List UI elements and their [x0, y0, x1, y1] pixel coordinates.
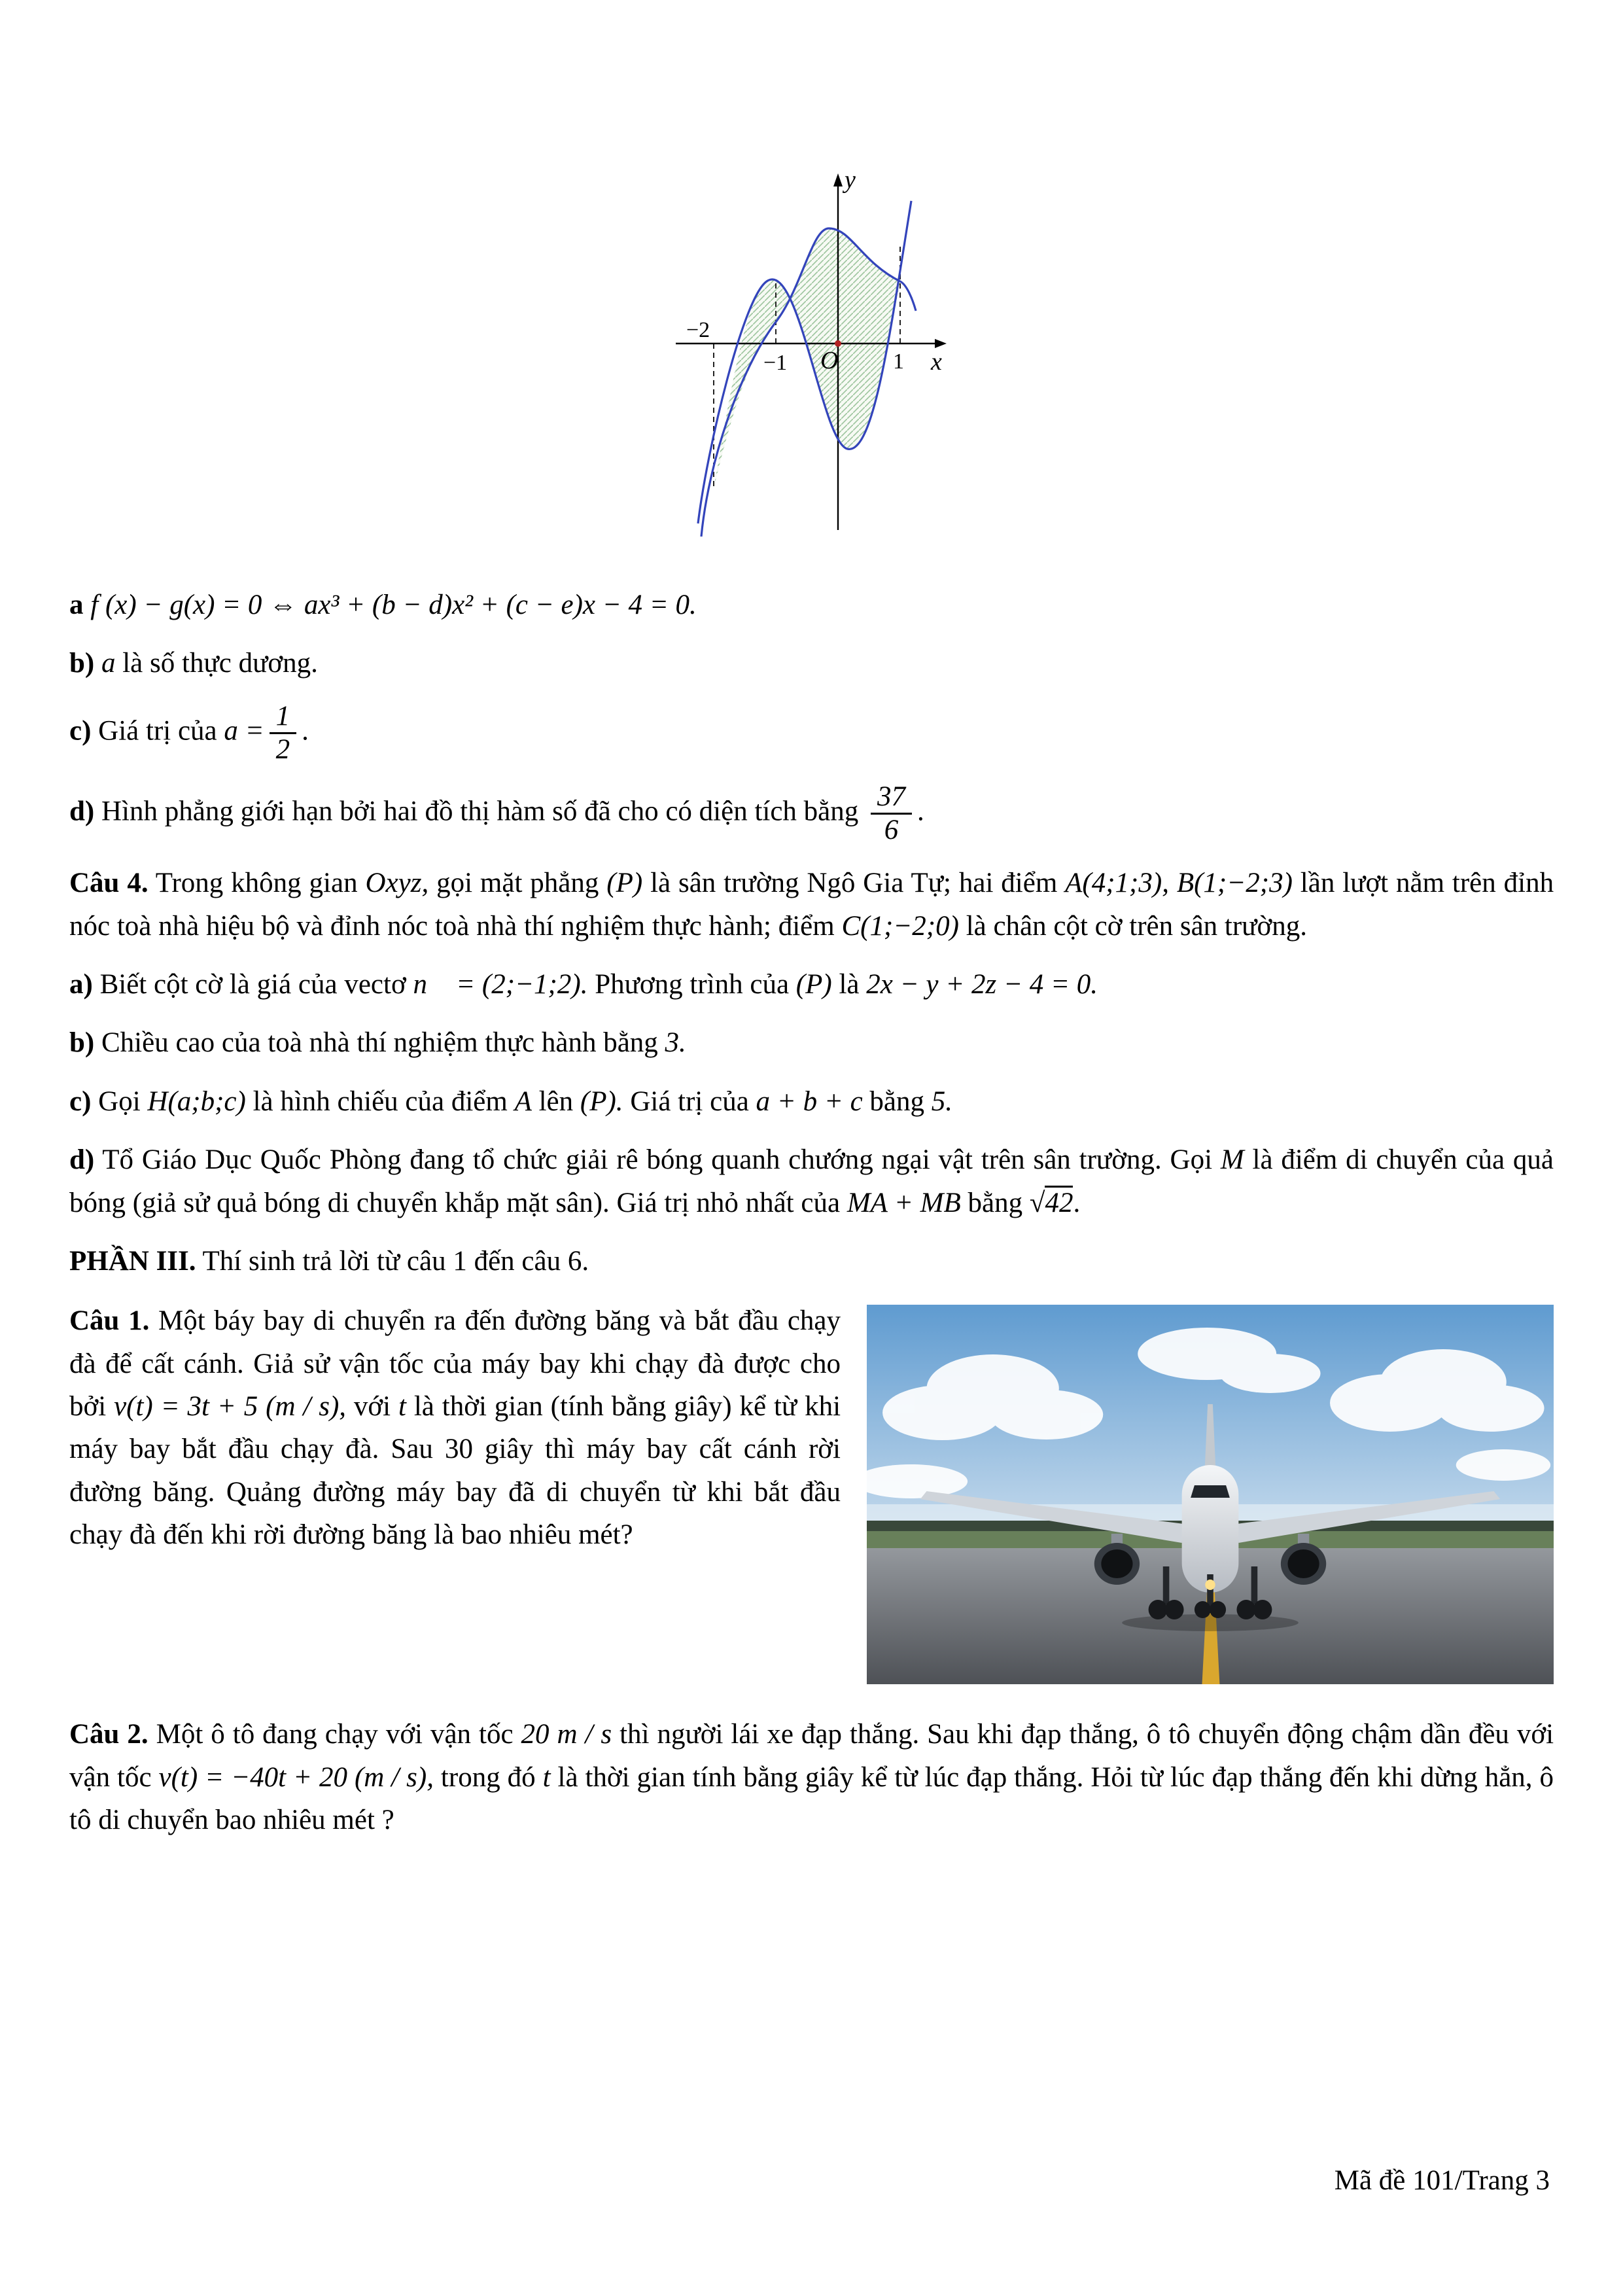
statement-4c-label: c) [69, 1086, 92, 1117]
question-2 [69, 1713, 1554, 1841]
q1-text-3: là thời gian (tính bằng giây) kể từ khi máy bay bắt đầu chạy đà. Sau 30 giây thì máy bay cất cánh rời đường băng. Quảng đường máy bay đã di chuyển từ khi bắt đầu chạy đà đến khi rời đường băng là bao nhiêu mét? [69, 1390, 841, 1551]
statement-4c-math-3: (P). [580, 1086, 623, 1117]
statement-4b-text: Chiều cao của toà nhà thí nghiệm thực hành bằng [101, 1027, 658, 1059]
q4-math-2: (P) [606, 868, 643, 899]
statement-3a-math: f (x) − g(x) = 0 ⇔ ax³ + (b − d)x² + (c − e)x − 4 = 0. [90, 590, 697, 620]
statement-3d [69, 781, 1554, 846]
q1-math-2: t [398, 1390, 406, 1422]
q4-math-1: Oxyz, [365, 868, 429, 899]
statement-4c-text-3: lên [538, 1086, 574, 1117]
statement-4a-text-1: Biết cột cờ là giá của vectơ [99, 969, 406, 1000]
airplane-image-svg [867, 1305, 1554, 1684]
statement-4a-text-3: là [839, 969, 860, 1000]
q2-text-3: trong đó [440, 1761, 536, 1793]
part-3-text: Thí sinh trả lời từ câu 1 đến câu 6. [202, 1245, 589, 1277]
statement-4c [69, 1080, 1554, 1123]
statement-4a-text-2: Phương trình của [595, 969, 790, 1000]
statement-3c-label: c) [69, 715, 92, 747]
question-4-label: Câu 4. [69, 868, 148, 899]
statement-4a-math-3: 2x − y + 2z − 4 = 0. [866, 969, 1098, 1000]
page-footer: Mã đề 101/Trang 3 [1334, 2165, 1550, 2196]
statement-4d-math-2: MA + MB [846, 1187, 961, 1218]
q4-text-4: lần lượt nằm trên đỉnh nóc toà nhà hiệu bộ và đỉnh nóc toà nhà thí nghiệm thực hành; điểm [69, 868, 1554, 942]
statement-4c-math-5: 5. [931, 1086, 953, 1117]
airplane-photo [867, 1305, 1554, 1684]
statement-3c-period: . [302, 715, 309, 747]
sqrt-radicand: 42 [1045, 1186, 1073, 1218]
q4-text-1: Trong không gian [155, 868, 358, 899]
statement-4b-math: 3. [665, 1027, 686, 1059]
x-axis-arrow [935, 339, 947, 348]
tick-label-minus1: −1 [763, 351, 787, 375]
q4-text-3: là sân trường Ngô Gia Tự; hai điểm [650, 868, 1058, 899]
statement-3c [69, 701, 1554, 766]
tick-label-1: 1 [892, 349, 904, 374]
statement-4c-math-2: A [514, 1086, 532, 1117]
q1-text-1: Một báy bay di chuyển ra đến đường băng và bắt đầu chạy đà để cất cánh. Giả sử vận tốc của máy bay khi chạy đà được cho bởi [69, 1305, 841, 1422]
q2-math-2: v(t) = −40t + 20 (m / s), [158, 1761, 434, 1793]
q4-math-4: C(1;−2;0) [841, 910, 959, 942]
statement-4a-label: a) [69, 969, 93, 1000]
part-3-heading [69, 1240, 1554, 1282]
statement-4a [69, 963, 1554, 1006]
statement-4a-math-1: n⃗ = (2;−1;2). [413, 969, 588, 1000]
statement-3a-label: a [69, 590, 84, 620]
statement-4a-math-2: (P) [795, 969, 832, 1000]
statement-4b [69, 1021, 1554, 1064]
origin-label: O [820, 347, 838, 374]
question-4-intro [69, 862, 1554, 947]
statement-4d [69, 1139, 1554, 1224]
statement-3d-period: . [917, 796, 924, 827]
statement-4d-math-1: M [1220, 1144, 1244, 1176]
statement-4c-text-1: Gọi [98, 1086, 141, 1117]
statement-4d-text-1: Tổ Giáo Dục Quốc Phòng đang tổ chức giải rê bóng quanh chướng ngại vật trên sân trường. Gọi [102, 1144, 1213, 1176]
q2-text-4: là thời gian tính bằng giây kể từ lúc đạp thắng. Hỏi từ lúc đạp thắng đến khi dừng hẳn, ô tô di chuyển bao nhiêu mét ? [69, 1761, 1554, 1835]
x-axis-label: x [930, 348, 942, 376]
statement-4c-text-5: bằng [869, 1086, 925, 1117]
q4-math-3: A(4;1;3), B(1;−2;3) [1065, 868, 1293, 899]
statement-4b-label: b) [69, 1027, 95, 1059]
question-2-label: Câu 2. [69, 1719, 148, 1750]
question-1-label: Câu 1. [69, 1305, 150, 1337]
q4-text-5: là chân cột cờ trên sân trường. [966, 910, 1307, 942]
q4-text-2: gọi mặt phẳng [436, 868, 599, 899]
statement-3b [69, 642, 1554, 684]
origin-dot [835, 340, 841, 347]
statement-4c-math-4: a + b + c [756, 1086, 863, 1117]
aircraft-shadow [1122, 1614, 1299, 1631]
part-3-label: PHẦN III. [69, 1245, 196, 1277]
function-graph [635, 154, 1041, 554]
q2-text-2: thì người lái xe đạp thắng. Sau khi đạp thắng, ô tô chuyển động chậm dần đều với vận tốc [69, 1719, 1554, 1793]
q2-math-3: t [542, 1761, 551, 1793]
q2-math-1: 20 m / s [521, 1719, 612, 1750]
statement-4d-label: d) [69, 1144, 95, 1176]
q2-text-1: Một ô tô đang chạy với vận tốc [156, 1719, 514, 1750]
statement-3b-var: a [101, 648, 116, 679]
graph-svg [635, 154, 1041, 546]
y-axis-arrow [833, 173, 843, 186]
statement-4d-text-3: bằng [968, 1187, 1023, 1218]
statement-3b-text: là số thực dương. [122, 648, 318, 679]
q1-math-1: v(t) = 3t + 5 (m / s), [114, 1390, 347, 1422]
sqrt-sign: √ [1029, 1187, 1045, 1218]
statement-4c-text-4: Giá trị của [630, 1086, 749, 1117]
statement-3c-text: Giá trị của [98, 715, 217, 747]
statement-4d-period: . [1073, 1187, 1081, 1218]
statement-3d-text: Hình phẳng giới hạn bởi hai đồ thị hàm số đã cho có diện tích bằng [101, 796, 859, 827]
statement-4c-math-1: H(a;b;c) [147, 1086, 246, 1117]
statement-4d-text-2: là điểm di chuyển của quả bóng (giả sử quả bóng di chuyển khắp mặt sân). Giá trị nhỏ nhất của [69, 1144, 1554, 1218]
statement-3a [69, 584, 1554, 626]
statement-3b-label: b) [69, 648, 95, 679]
fraction-1-2: $\frac{1}{2}$ [270, 701, 297, 766]
y-axis-label: y [844, 166, 856, 194]
statement-3c-math: a = [224, 715, 264, 747]
statement-3d-label: d) [69, 796, 95, 827]
statement-4c-text-2: là hình chiếu của điểm [253, 1086, 508, 1117]
question-1 [69, 1299, 1554, 1696]
q1-text-2: với [353, 1390, 391, 1422]
shaded-region [714, 228, 900, 488]
fraction-37-6: $\frac{37}{6}$ [871, 781, 912, 846]
tick-label-minus2: −2 [686, 318, 710, 342]
